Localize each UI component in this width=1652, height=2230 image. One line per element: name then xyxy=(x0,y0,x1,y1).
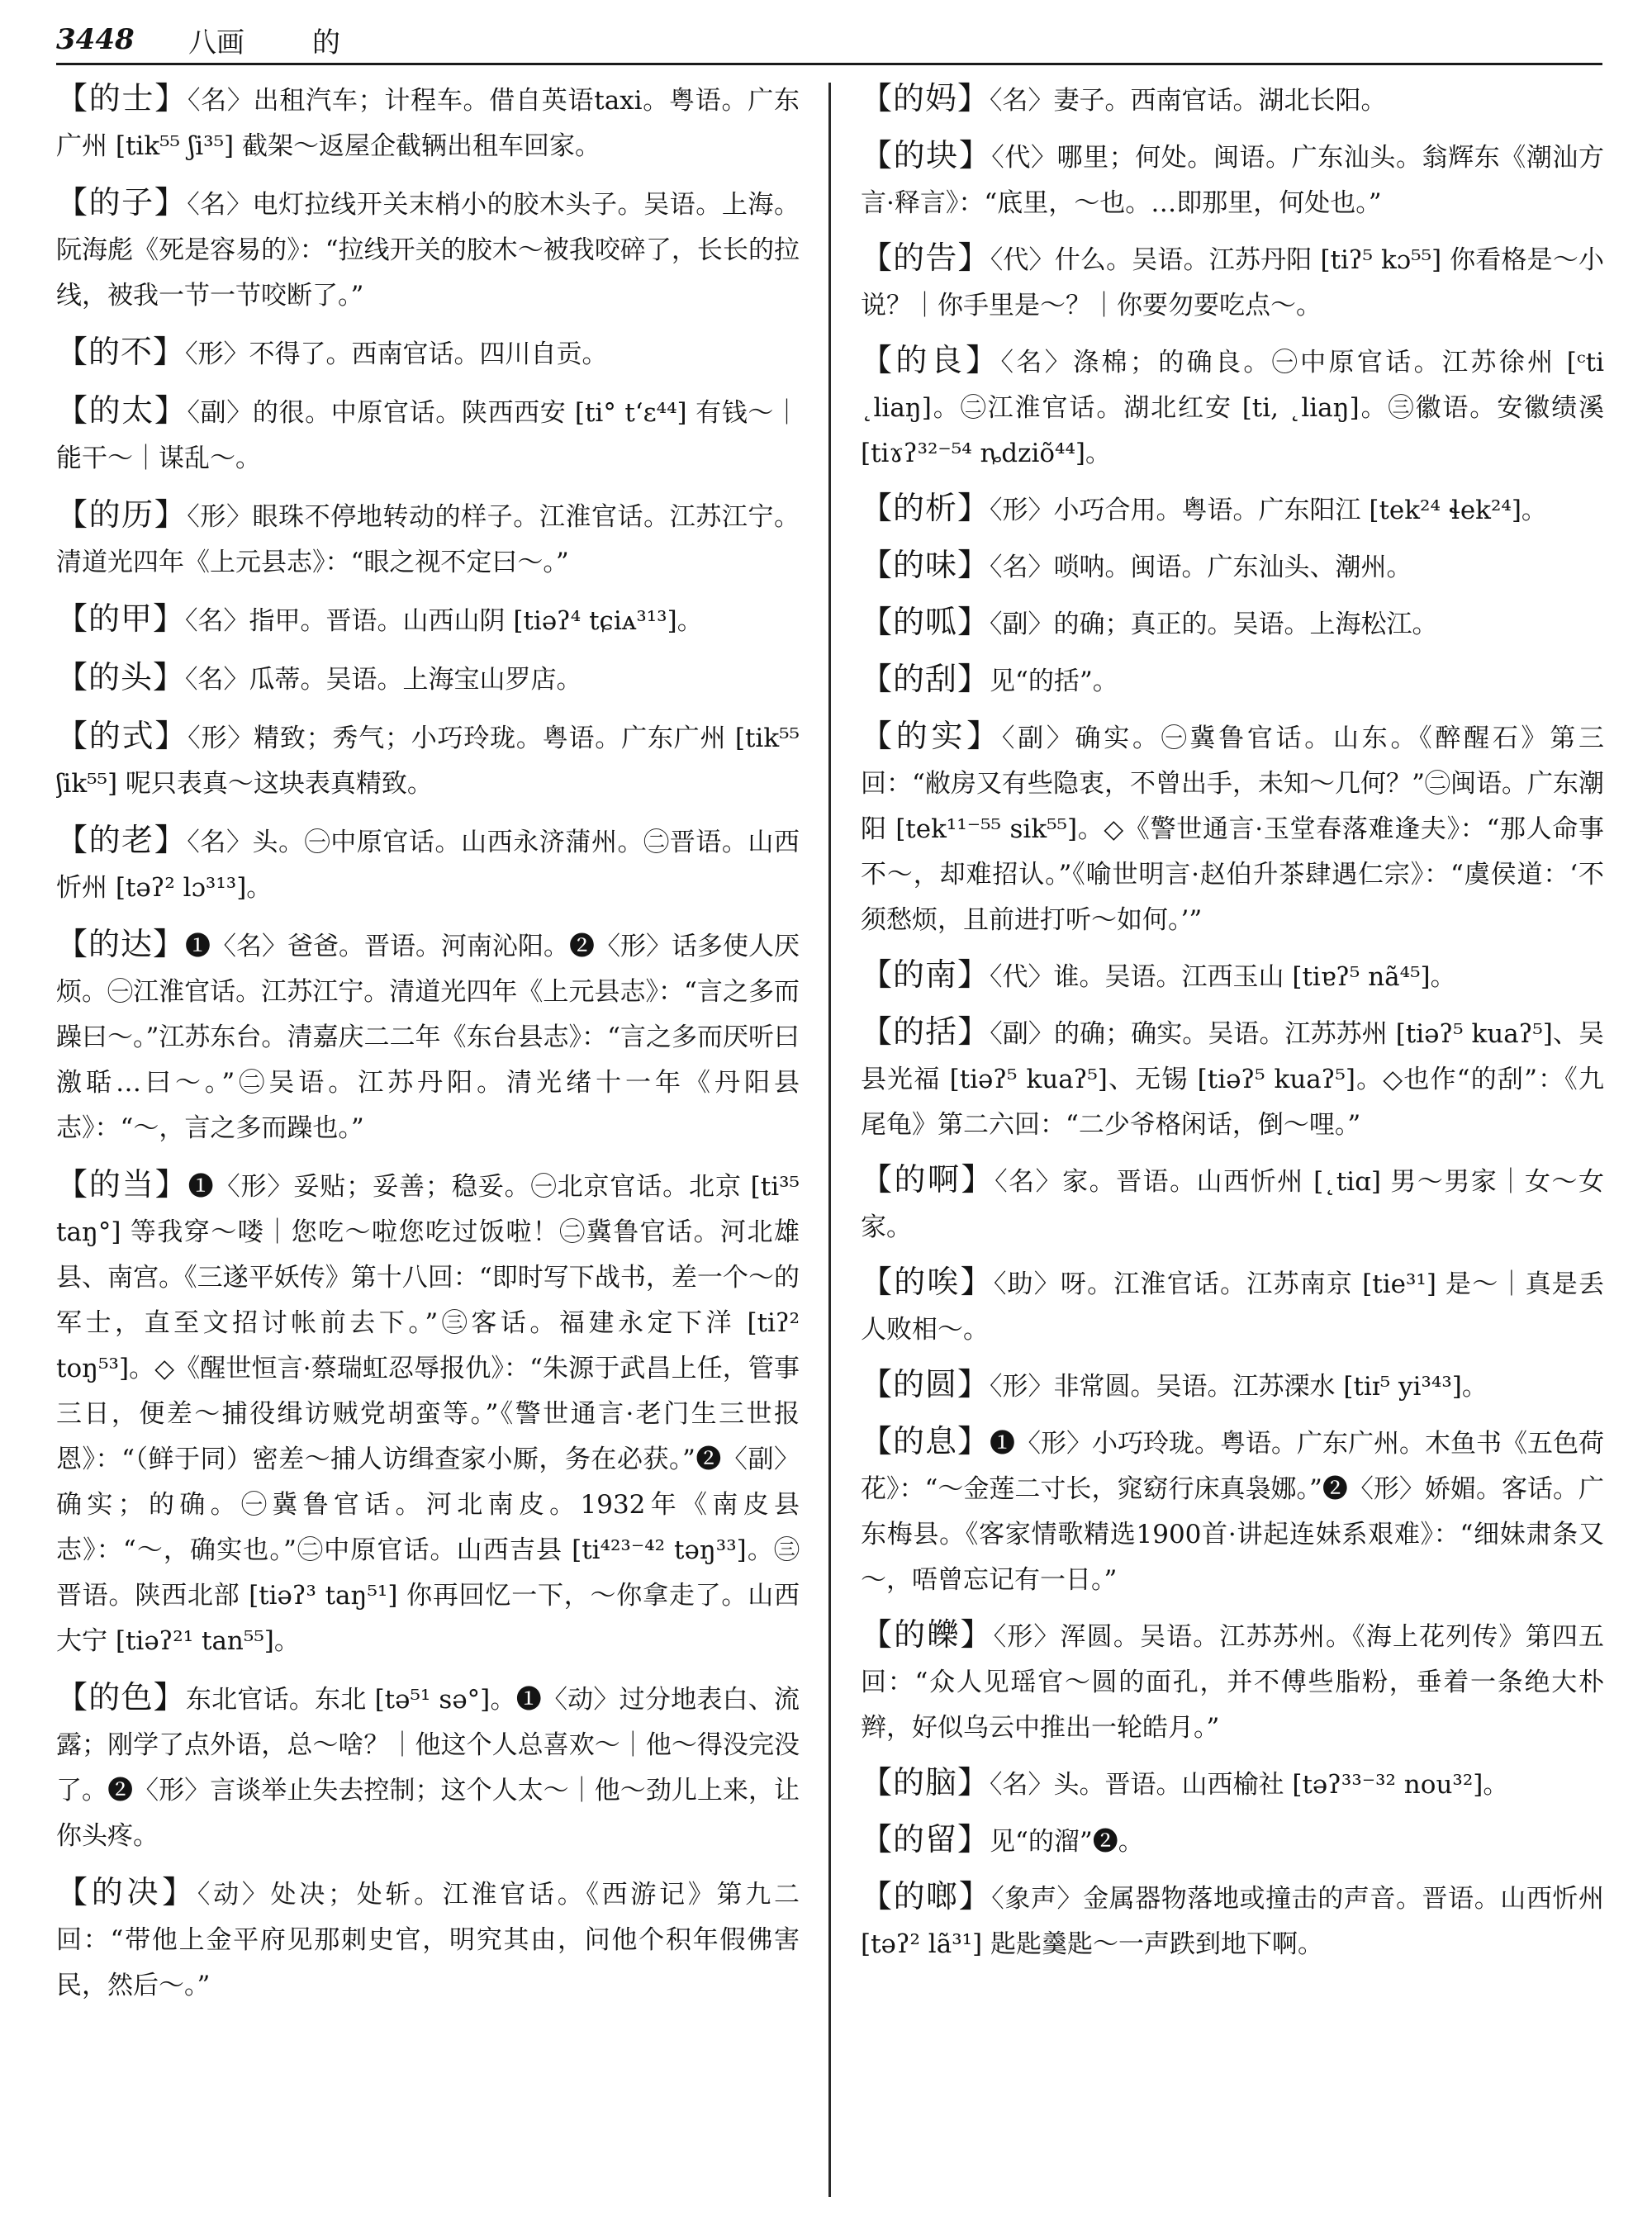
entry-headword: 【的南】 xyxy=(861,956,990,993)
dictionary-entry xyxy=(56,180,800,319)
entry-definition: 〈象声〉金属器物落地或撞击的声音。晋语。山西忻州 [təʔ² lã³¹] 匙匙羹匙～一声跌到地下啊。 xyxy=(861,1884,1604,1959)
entry-definition: ❶〈形〉小巧玲珑。粤语。广东广州。木鱼书《五色荷花》：“～金莲二寸长，窕窈行床真袅娜。”❷〈形〉娇媚。客话。广东梅县。《客家情歌精选1900首·讲起连妹系艰难》：“细妹肃条又～，唔曾忘记有一日。” xyxy=(861,1429,1604,1595)
dictionary-entry xyxy=(56,330,800,377)
right-column xyxy=(861,76,1604,1976)
entry-definition: 〈名〉家。晋语。山西忻州 [˛tiɑ] 男～男家｜女～女家。 xyxy=(861,1167,1604,1242)
entry-definition: 〈代〉谁。吴语。江西玉山 [tiɐʔ⁵ nã⁴⁵]。 xyxy=(990,962,1456,992)
entry-definition: 〈副〉的确；真正的。吴语。上海松江。 xyxy=(990,610,1438,639)
entry-definition: 〈形〉非常圆。吴语。江苏溧水 [tiɪ⁵ yi³⁴³]。 xyxy=(990,1372,1488,1402)
entry-definition: 〈名〉妻子。西南官话。湖北长阳。 xyxy=(990,86,1387,116)
entry-definition: 〈代〉什么。吴语。江苏丹阳 [tiʔ⁵ kɔ⁵⁵] 你看格是～小说？｜你手里是～？｜你要勿要吃点～。 xyxy=(861,245,1604,320)
entry-headword: 【的味】 xyxy=(861,547,990,583)
entry-headword: 【的块】 xyxy=(861,137,992,173)
dictionary-entry xyxy=(56,492,800,586)
dictionary-entry xyxy=(861,952,1604,1000)
entry-definition: 〈名〉唢呐。闽语。广东汕头、潮州。 xyxy=(990,553,1412,582)
entry-definition: 〈名〉头。㊀中原官话。山西永济蒲州。㊁晋语。山西忻州 [təʔ² lɔ³¹³]。 xyxy=(56,828,800,903)
left-column xyxy=(56,76,800,2019)
entry-definition: 见“的溜”❷。 xyxy=(990,1827,1144,1857)
entry-definition: ❶〈形〉妥贴；妥善；稳妥。㊀北京官话。北京 [ti³⁵ taŋ°] 等我穿～喽｜您吃～啦您吃过饭啦！㊁冀鲁官话。河北雄县、南宫。《三遂平妖传》第十八回：“即时写下战书，差一个～的军士，直至文招讨帐前去下。”㊂客话。福建永定下洋 [tiʔ² toŋ⁵³]。◇《醒世恒言·蔡瑞虹忍辱报仇》：“朱源于武昌上任，管事三日，便差～捕役缉访贼党胡蛮等。”《警世通言·老门生三世报恩》：“（鲜于同）密差～捕人访缉查家小厮，务在必获。”❷〈副〉确实；的确。㊀冀鲁官话。河北南皮。1932年《南皮县志》：“～，确实也。”㊁中原官话。山西吉县 [ti⁴²³⁻⁴² təŋ³³]。㊂晋语。陕西北部 [tiəʔ³ taŋ⁵¹] 你再回忆一下，～你拿走了。山西大宁 [tiəʔ²¹ tan⁵⁵]。 xyxy=(56,1172,800,1656)
entry-definition: 〈名〉电灯拉线开关末梢小的胶木头子。吴语。上海。阮海彪《死是容易的》：“拉线开关的胶木～被我咬碎了，长长的拉线，被我一节一节咬断了。” xyxy=(56,190,800,311)
dictionary-entry xyxy=(56,1675,800,1859)
entry-definition: 〈形〉小巧合用。粤语。广东阳江 [tek²⁴ ɬek²⁴]。 xyxy=(990,496,1547,525)
page-number: 3448 xyxy=(56,23,135,56)
entry-headword: 【的达】 xyxy=(56,926,186,962)
dictionary-entry xyxy=(861,543,1604,591)
dictionary-entry xyxy=(861,486,1604,534)
dictionary-entry xyxy=(861,235,1604,329)
entry-headword: 【的告】 xyxy=(861,240,990,276)
dictionary-entry xyxy=(861,1009,1604,1148)
dictionary-entry xyxy=(861,600,1604,648)
entry-headword: 【的留】 xyxy=(861,1821,990,1858)
dictionary-entry xyxy=(861,1362,1604,1410)
entry-headword: 【的色】 xyxy=(56,1679,186,1715)
entry-definition: 〈名〉出租汽车；计程车。借自英语taxi。粤语。广东广州 [tik⁵⁵ ʃi³⁵] 截架～返屋企截辆出租车回家。 xyxy=(56,86,800,161)
entry-definition: 〈副〉确实。㊀冀鲁官话。山东。《醉醒石》第三回：“敝房又有些隐衷，不曾出手，未知～几何？”㊁闽语。广东潮阳 [tek¹¹⁻⁵⁵ sik⁵⁵]。◇《警世通言·玉堂春落难逢夫》：“那人命事不～，却难招认。”《喻世明言·赵伯升茶肆遇仁宗》：“虞侯道：‘不须愁烦，且前进打听～如何。’” xyxy=(861,724,1604,935)
entry-headword: 【的实】 xyxy=(861,718,1002,754)
entry-headword: 【的唉】 xyxy=(861,1264,994,1300)
entry-headword: 【的啊】 xyxy=(861,1161,995,1198)
head-character: 的 xyxy=(312,26,340,59)
dictionary-entry xyxy=(861,133,1604,226)
entry-definition: 东北官话。东北 [tə⁵¹ sə°]。❶〈动〉过分地表白、流露；刚学了点外语，总～啥？｜他这个人总喜欢～｜他～得没完没了。❷〈形〉言谈举止失去控制；这个人太～｜他～劲儿上来，让你头疼。 xyxy=(56,1685,800,1851)
entry-headword: 【的呱】 xyxy=(861,604,990,640)
entry-definition: 〈形〉精致；秀气；小巧玲珑。粤语。广东广州 [tik⁵⁵ ʃik⁵⁵] 呢只表真～这块表真精致。 xyxy=(56,724,800,799)
header-rule xyxy=(56,63,1602,65)
dictionary-entry xyxy=(56,818,800,911)
entry-headword: 【的圆】 xyxy=(861,1366,990,1402)
entry-headword: 【的决】 xyxy=(56,1874,197,1910)
entry-definition: 〈名〉涤棉；的确良。㊀中原官话。江苏徐州 [ᶜti ˛liaŋ]。㊁江淮官话。湖北红安 [ti, ˛liaŋ]。㊂徽语。安徽绩溪 [tiɤʔ³²⁻⁵⁴ ȵdziõ⁴⁴]。 xyxy=(861,348,1604,468)
entry-headword: 【的良】 xyxy=(861,342,1001,378)
entry-headword: 【的子】 xyxy=(56,184,188,221)
dictionary-entry xyxy=(861,714,1604,943)
dictionary-entry xyxy=(56,388,800,482)
entry-definition: 〈副〉的确；确实。吴语。江苏苏州 [tiəʔ⁵ kuaʔ⁵]、吴县光福 [tiəʔ⁵ kuaʔ⁵]、无锡 [tiəʔ⁵ kuaʔ⁵]。◇也作“的刮”：《九尾龟》第二六回：“二少爷格闲话，倒～哩。” xyxy=(861,1019,1604,1140)
entry-headword: 【的历】 xyxy=(56,496,188,533)
dictionary-entry xyxy=(56,922,800,1151)
dictionary-entry xyxy=(861,1817,1604,1865)
entry-headword: 【的啷】 xyxy=(861,1878,992,1914)
dictionary-entry xyxy=(56,714,800,807)
entry-headword: 【的式】 xyxy=(56,718,188,754)
entry-definition: ❶〈名〉爸爸。晋语。河南沁阳。❷〈形〉话多使人厌烦。㊀江淮官话。江苏江宁。清道光四年《上元县志》：“言之多而躁曰～。”江苏东台。清嘉庆二二年《东台县志》：“言之多而厌听曰激聒…曰～。”㊁吴语。江苏丹阳。清光绪十一年《丹阳县志》：“～，言之多而躁也。” xyxy=(56,932,800,1143)
entry-headword: 【的老】 xyxy=(56,822,188,858)
entry-headword: 【的头】 xyxy=(56,659,186,695)
entry-definition: 〈形〉眼珠不停地转动的样子。江淮官话。江苏江宁。清道光四年《上元县志》：“眼之视不定曰～。” xyxy=(56,502,800,577)
entry-headword: 【的析】 xyxy=(861,490,990,526)
entry-definition: 〈助〉呀。江淮官话。江苏南京 [tie³¹] 是～｜真是丢人败相～。 xyxy=(861,1269,1604,1345)
dictionary-entry xyxy=(56,1162,800,1664)
page-header xyxy=(56,12,1601,68)
dictionary-entry xyxy=(861,338,1604,477)
dictionary-entry xyxy=(56,655,800,703)
entry-definition: 〈形〉浑圆。吴语。江苏苏州。《海上花列传》第四五回：“众人见瑶官～圆的面孔，并不傅些脂粉，垂着一条绝大朴辫，好似乌云中推出一轮皓月。” xyxy=(861,1622,1604,1743)
entry-definition: 〈名〉头。晋语。山西榆社 [təʔ³³⁻³² nou³²]。 xyxy=(990,1770,1509,1800)
entry-headword: 【的不】 xyxy=(56,334,186,370)
dictionary-entry xyxy=(861,1874,1604,1967)
entry-definition: 〈名〉指甲。晋语。山西山阴 [tiəʔ⁴ tɕiᴀ³¹³]。 xyxy=(185,606,703,636)
entry-definition: 见“的括”。 xyxy=(990,667,1118,696)
dictionary-entry xyxy=(861,1157,1604,1250)
entry-headword: 【的当】 xyxy=(56,1166,188,1203)
dictionary-entry xyxy=(861,76,1604,124)
entry-headword: 【的脑】 xyxy=(861,1764,990,1801)
dictionary-entry xyxy=(861,1612,1604,1751)
entry-definition: 〈副〉的很。中原官话。陕西西安 [ti° tʻɛ⁴⁴] 有钱～｜能干～｜谋乱～。 xyxy=(56,398,800,473)
entry-headword: 【的妈】 xyxy=(861,80,990,116)
entry-headword: 【的括】 xyxy=(861,1013,990,1050)
entry-headword: 【的皪】 xyxy=(861,1616,994,1653)
entry-headword: 【的刮】 xyxy=(861,661,990,697)
dictionary-entry xyxy=(861,1760,1604,1808)
dictionary-entry xyxy=(861,657,1604,705)
dictionary-entry xyxy=(56,1870,800,2009)
entry-definition: 〈动〉处决；处斩。江淮官话。《西游记》第九二回：“带他上金平府见那刺史官，明究其由，问他个积年假佛害民，然后～。” xyxy=(56,1880,800,2000)
entry-definition: 〈名〉瓜蒂。吴语。上海宝山罗店。 xyxy=(185,665,582,695)
dictionary-entry xyxy=(56,76,800,169)
dictionary-entry xyxy=(861,1419,1604,1603)
entry-headword: 【的甲】 xyxy=(56,600,186,637)
entry-definition: 〈代〉哪里；何处。闽语。广东汕头。翁辉东《潮汕方言·释言》：“底里，～也。…即那里，何处也。” xyxy=(861,143,1604,218)
dictionary-entry xyxy=(861,1260,1604,1353)
entry-definition: 〈形〉不得了。西南官话。四川自贡。 xyxy=(185,339,608,369)
entry-headword: 【的息】 xyxy=(861,1423,990,1459)
section-label: 八画 xyxy=(188,26,244,59)
column-divider xyxy=(828,83,831,2197)
entry-headword: 【的太】 xyxy=(56,392,188,429)
entry-headword: 【的士】 xyxy=(56,80,188,116)
dictionary-entry xyxy=(56,596,800,644)
